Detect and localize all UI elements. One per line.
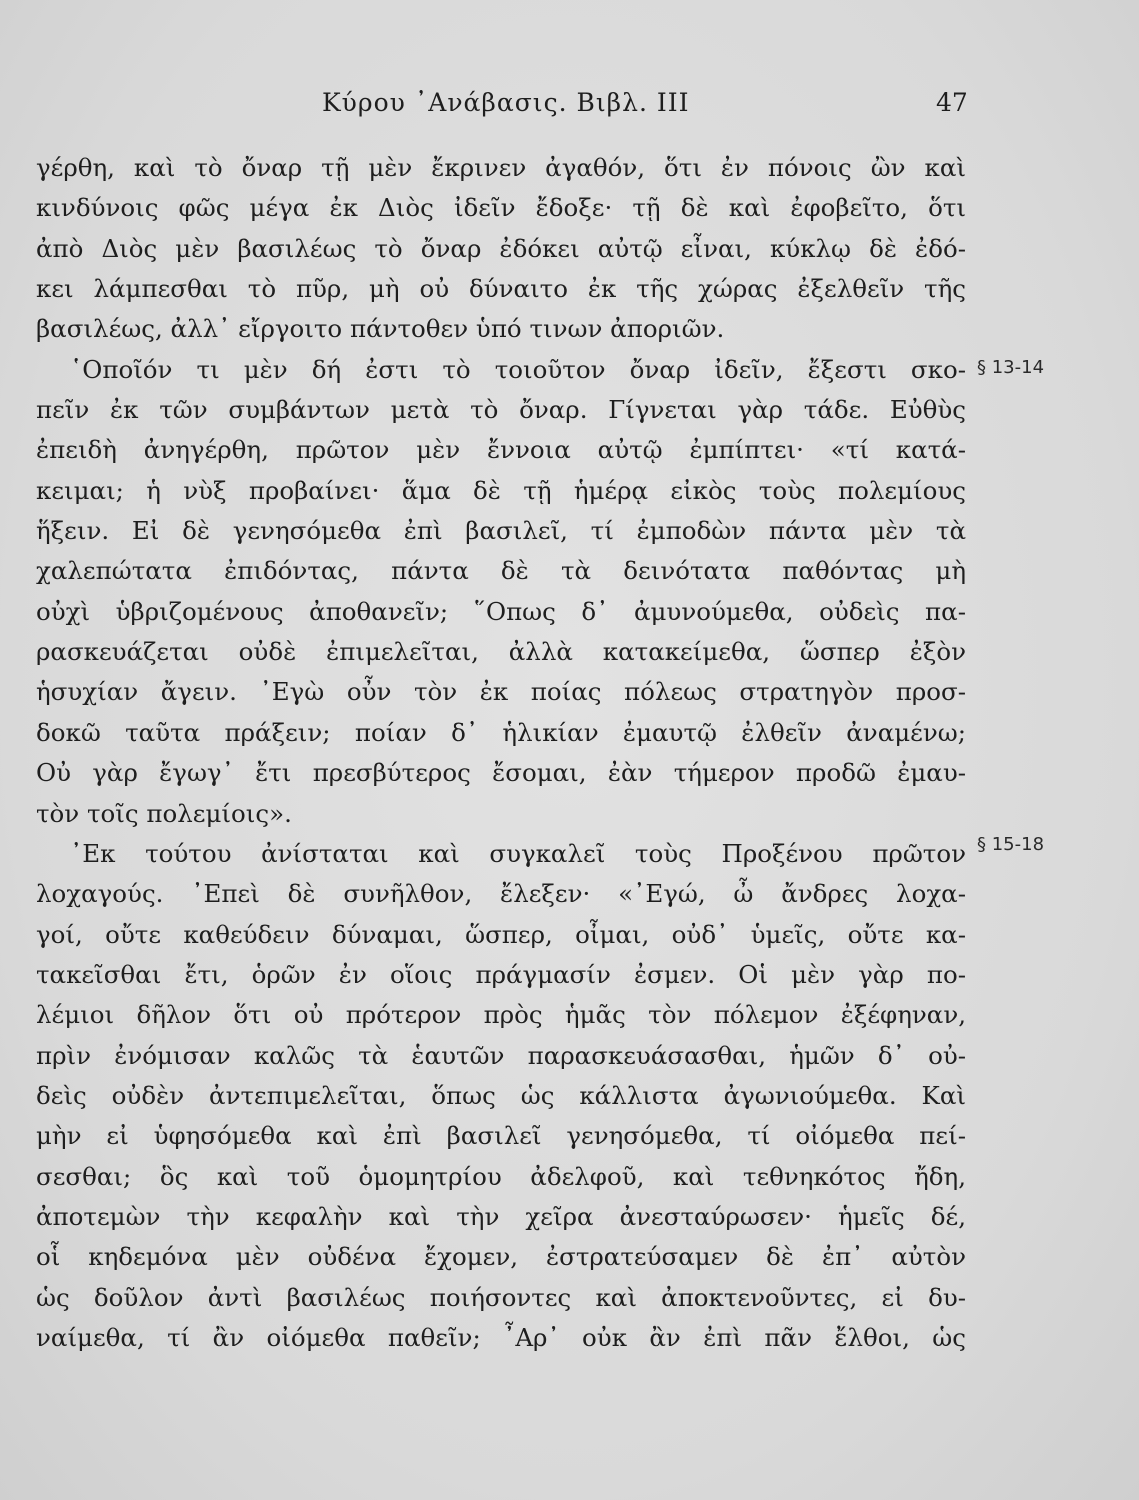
text-line: πρὶν ἐνόμισαν καλῶς τὰ ἑαυτῶν παρασκευάσασθαι, ἡμῶν δ᾿ οὐ- <box>36 1040 966 1070</box>
text-line: γοί, οὔτε καθεύδειν δύναμαι, ὥσπερ, οἶμαι, οὐδ᾿ ὑμεῖς, οὔτε κα- <box>36 919 966 949</box>
text-line: ὡς δοῦλον ἀντὶ βασιλέως ποιήσοντες καὶ ἀποκτενοῦντες, εἰ δυ- <box>36 1282 966 1312</box>
text-line: κειμαι; ἡ νὺξ προβαίνει· ἅμα δὲ τῇ ἡμέρᾳ εἰκὸς τοὺς πολεμίους <box>36 475 966 505</box>
text-line: δεὶς οὐδὲν ἀντεπιμελεῖται, ὅπως ὡς κάλλιστα ἀγωνιούμεθα. Καὶ <box>36 1080 966 1110</box>
text-line: ἥξειν. Εἰ δὲ γενησόμεθα ἐπὶ βασιλεῖ, τί ἐμποδὼν πάντα μὲν τὰ <box>36 516 966 546</box>
text-line: τὸν τοῖς πολεμίοις». <box>36 798 292 828</box>
text-line: πεῖν ἐκ τῶν συμβάντων μετὰ τὸ ὄναρ. Γίγνεται γὰρ τάδε. Εὐθὺς <box>36 395 966 425</box>
text-line: ῾Οποῖόν τι μὲν δή ἐστι τὸ τοιοῦτον ὄναρ ἰδεῖν, ἔξεστι σκο- <box>70 354 966 384</box>
margin-note-section: § 13-14 <box>977 357 1045 378</box>
text-line: σεσθαι; ὃς καὶ τοῦ ὁμομητρίου ἀδελφοῦ, καὶ τεθνηκότος ἤδη, <box>36 1161 966 1191</box>
running-head: Κύρου ᾿Ανάβασις. Βιβλ. III <box>322 88 690 117</box>
text-line: λοχαγούς. ᾿Επεὶ δὲ συνῆλθον, ἔλεξεν· «᾿Εγώ, ὦ ἄνδρες λοχα- <box>36 879 966 909</box>
page-number: 47 <box>936 88 968 117</box>
text-line: ναίμεθα, τί ἂν οἰόμεθα παθεῖν; ῏Αρ᾿ οὐκ ἂν ἐπὶ πᾶν ἔλθοι, ὡς <box>36 1322 966 1352</box>
text-line: λέμιοι δῆλον ὅτι οὐ πρότερον πρὸς ἡμᾶς τὸν πόλεμον ἐξέφηναν, <box>36 1000 966 1030</box>
text-line: ἀποτεμὼν τὴν κεφαλὴν καὶ τὴν χεῖρα ἀνεσταύρωσεν· ἡμεῖς δέ, <box>36 1201 966 1231</box>
text-line: δοκῶ ταῦτα πράξειν; ποίαν δ᾿ ἡλικίαν ἐμαυτῷ ἐλθεῖν ἀναμένω; <box>36 717 966 747</box>
text-line: Οὐ γὰρ ἔγωγ᾿ ἔτι πρεσβύτερος ἔσομαι, ἐὰν τήμερον προδῶ ἐμαυ- <box>36 758 966 788</box>
text-line: οὐχὶ ὑβριζομένους ἀποθανεῖν; ῞Οπως δ᾿ ἀμυνούμεθα, οὐδεὶς πα- <box>36 596 966 626</box>
text-line: κινδύνοις φῶς μέγα ἐκ Διὸς ἰδεῖν ἔδοξε· τῇ δὲ καὶ ἐφοβεῖτο, ὅτι <box>36 193 966 223</box>
margin-note-section: § 15-18 <box>977 834 1045 855</box>
body-text <box>36 148 966 1358</box>
text-line: ἀπὸ Διὸς μὲν βασιλέως τὸ ὄναρ ἐδόκει αὐτῷ εἶναι, κύκλῳ δὲ ἐδό- <box>36 233 966 263</box>
text-line: ᾿Εκ τούτου ἀνίσταται καὶ συγκαλεῖ τοὺς Προξένου πρῶτον <box>70 838 966 868</box>
text-line: μὴν εἰ ὑφησόμεθα καὶ ἐπὶ βασιλεῖ γενησόμεθα, τί οἰόμεθα πεί- <box>36 1121 966 1151</box>
text-line: τακεῖσθαι ἔτι, ὁρῶν ἐν οἵοις πράγμασίν ἐσμεν. Οἱ μὲν γὰρ πο- <box>36 959 966 989</box>
text-line: ἡσυχίαν ἄγειν. ᾿Εγὼ οὖν τὸν ἐκ ποίας πόλεως στρατηγὸν προσ- <box>36 677 966 707</box>
text-line: γέρθη, καὶ τὸ ὄναρ τῇ μὲν ἔκρινεν ἀγαθόν, ὅτι ἐν πόνοις ὢν καὶ <box>36 153 966 182</box>
text-line: οἷ κηδεμόνα μὲν οὐδένα ἔχομεν, ἐστρατεύσαμεν δὲ ἐπ᾿ αὐτὸν <box>36 1242 966 1272</box>
text-line: κει λάμπεσθαι τὸ πῦρ, μὴ οὐ δύναιτο ἐκ τῆς χώρας ἐξελθεῖν τῆς <box>36 274 966 304</box>
text-line: χαλεπώτατα ἐπιδόντας, πάντα δὲ τὰ δεινότατα παθόντας μὴ <box>36 556 966 586</box>
page-header <box>0 88 1139 128</box>
text-line: ρασκευάζεται οὐδὲ ἐπιμελεῖται, ἀλλὰ κατακείμεθα, ὥσπερ ἐξὸν <box>36 637 966 667</box>
text-line: ἐπειδὴ ἀνηγέρθη, πρῶτον μὲν ἔννοια αὐτῷ ἐμπίπτει· «τί κατά- <box>36 435 966 465</box>
text-line: βασιλέως, ἀλλ᾿ εἴργοιτο πάντοθεν ὑπό τινων ἀποριῶν. <box>36 314 725 344</box>
